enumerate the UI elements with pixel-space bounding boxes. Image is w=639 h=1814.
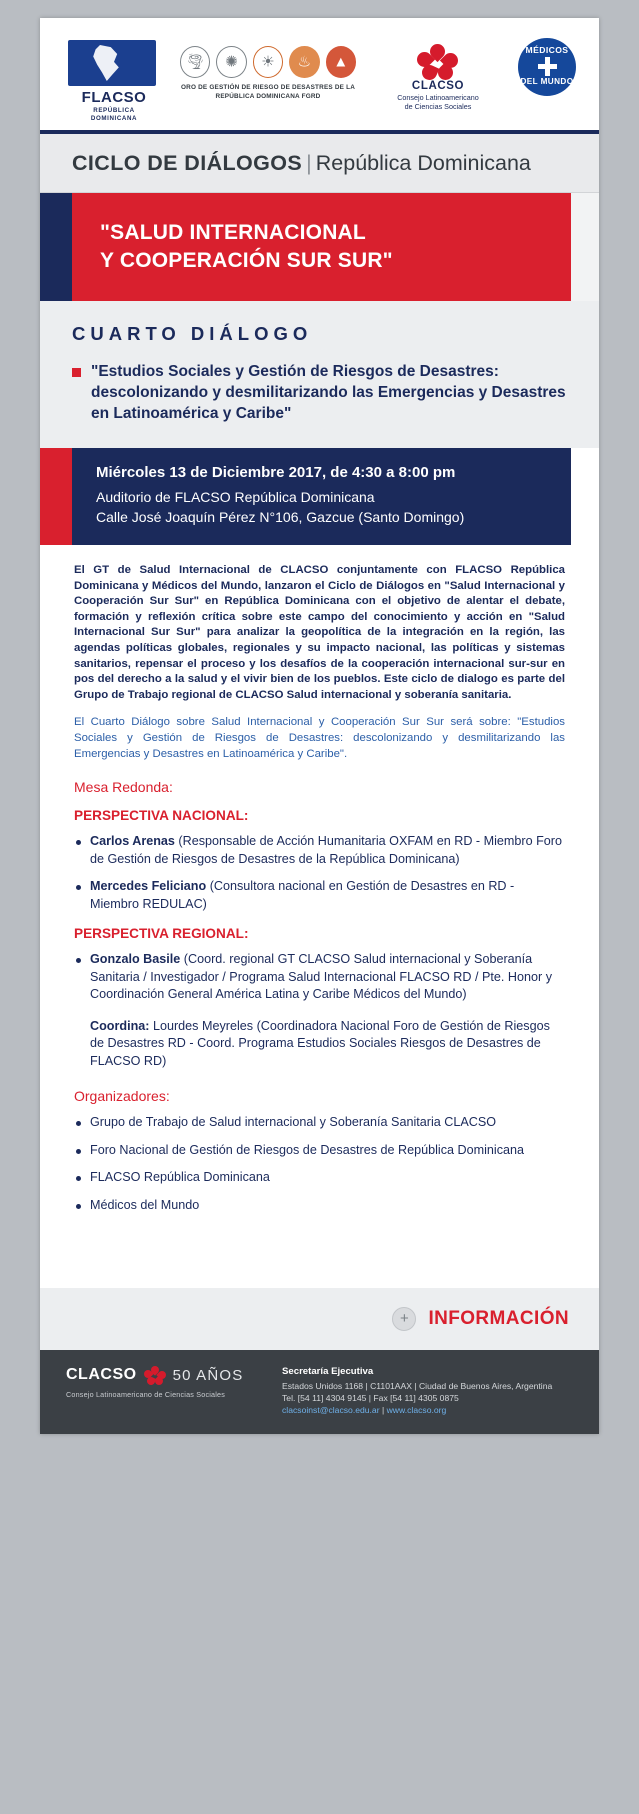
speaker-name: Mercedes Feliciano xyxy=(90,879,207,894)
ciclo-title-bar xyxy=(40,134,599,193)
speaker-name: Carlos Arenas xyxy=(90,834,175,849)
organizadores-label: Organizadores: xyxy=(74,1088,170,1105)
intro-paragraph: El GT de Salud Internacional de CLACSO conjuntamente con FLACSO República Dominicana y Médicos del Mundo, lanzaron el Ciclo de Diálogos en "Salud Internacional y Cooperación Sur Sur" en República Dominicana con el objetivo de alentar el debate, formación y reflexión crítica sobre este campo del conocimiento y acción en "Salud Internacional Sur Sur" para analizar la geopolítica de la integración en la región, las agendas políticas globales, regionales y su impacto nacional, las políticas y sistemas sanitarios, repensar el proceso y los desafíos de la cooperación internacional sur-sur en pos del derecho a la salud y el vivir bien de los pueblos. Este ciclo de dialogo es parte del Grupo de Trabajo regional de CLACSO Salud internacional y soberanía sanitaria. xyxy=(74,564,565,701)
list-item: Médicos del Mundo xyxy=(74,1197,565,1215)
organizadores-list xyxy=(74,1114,565,1222)
main-banner xyxy=(40,193,599,301)
event-details xyxy=(40,448,599,545)
event-right-pad xyxy=(571,448,599,545)
footer-contact-separator: | xyxy=(379,1405,387,1416)
regional-list xyxy=(74,951,565,1004)
fgrd-icon-row xyxy=(180,46,356,78)
fgrd-logo xyxy=(180,46,356,101)
banner-navy-accent xyxy=(40,193,72,301)
logo-bar xyxy=(40,18,599,134)
plus-icon[interactable]: + xyxy=(392,1307,416,1331)
dialogo-heading: CUARTO DIÁLOGO xyxy=(72,323,313,344)
footer-address: Estados Unidos 1168 | C1101AAX | Ciudad de Buenos Aires, Argentina xyxy=(282,1381,553,1392)
medical-cross-icon xyxy=(538,57,557,76)
footer-years: 50 AÑOS xyxy=(172,1366,244,1384)
list-item xyxy=(74,878,565,913)
mesa-redonda-label: Mesa Redonda: xyxy=(74,779,173,796)
speaker-detail: (Consultora nacional en Gestión de Desastres en RD - Miembro REDULAC) xyxy=(90,879,515,911)
clacso-logo xyxy=(370,44,506,111)
banner-line-2: Y COOPERACIÓN SUR SUR" xyxy=(100,249,393,272)
speaker-detail: (Coord. regional GT CLACSO Salud internacional y Soberanía Sanitaria / Investigador / Programa Salud Internacional FLACSO RD / Pte. Honor y Coordinación General América Latina y Caribe Médicos del Mundo) xyxy=(90,952,552,1002)
dialogo-section xyxy=(40,301,599,448)
square-bullet-icon xyxy=(72,368,81,377)
footer-secretaria-title: Secretaría Ejecutiva xyxy=(282,1366,374,1378)
perspectiva-regional-label: PERSPECTIVA REGIONAL: xyxy=(74,926,249,942)
coordina-detail: Lourdes Meyreles (Coordinadora Nacional Foro de Gestión de Riesgos de Desastres RD - Coord. Programa Estudios Sociales Riesgos de Desastres de FLACSO RD) xyxy=(90,1018,550,1068)
footer-email[interactable]: clacsoinst@clacso.edu.ar xyxy=(282,1405,380,1416)
footer-clacso-word: CLACSO xyxy=(66,1366,137,1384)
perspectiva-nacional-label: PERSPECTIVA NACIONAL: xyxy=(74,808,249,824)
footer-contact-block xyxy=(276,1366,599,1416)
banner-text xyxy=(72,193,571,301)
coordina-label: Coordina: xyxy=(90,1018,150,1033)
flacso-logo-sub: REPÚBLICA DOMINICANA xyxy=(90,107,138,122)
footer-brand xyxy=(66,1366,276,1384)
informacion-bar[interactable] xyxy=(40,1288,599,1350)
footer-website[interactable]: www.clacso.org xyxy=(386,1405,447,1416)
hurricane-icon: 🌪 xyxy=(180,46,210,78)
clacso-flower-icon xyxy=(144,1366,166,1384)
event-date: Miércoles 13 de Diciembre 2017, de 4:30 a 8:00 pm xyxy=(96,464,456,481)
list-item: Foro Nacional de Gestión de Riesgos de Desastres de República Dominicana xyxy=(74,1142,565,1160)
dialogo-subject: "Estudios Sociales y Gestión de Riesgos de Desastres: descolonizando y desmilitarizando las Emergencias y Desastres en Latinoamérica y Caribe" xyxy=(91,363,566,422)
drop-icon: ♨ xyxy=(289,46,319,78)
virus-icon: ✺ xyxy=(216,46,246,78)
banner-line-1: "SALUD INTERNACIONAL xyxy=(100,221,366,244)
flacso-logo xyxy=(68,40,160,123)
body-content xyxy=(40,545,599,1228)
banner-right-pad xyxy=(571,193,599,301)
list-item xyxy=(74,833,565,868)
clacso-logo-word: CLACSO xyxy=(411,80,465,92)
speaker-name: Gonzalo Basile xyxy=(90,952,181,967)
speaker-detail: (Responsable de Acción Humanitaria OXFAM en RD - Miembro Foro de Gestión de Riesgos de Desastres de la República Dominicana) xyxy=(90,834,562,866)
flame-icon: ▲ xyxy=(326,46,356,78)
list-item: Grupo de Trabajo de Salud internacional y Soberanía Sanitaria CLACSO xyxy=(74,1114,565,1132)
coordina-row xyxy=(74,1018,565,1071)
fgrd-logo-text: ORO DE GESTIÓN DE RIESGO DE DESASTRES DE LA REPÚBLICA DOMINICANA FGRD xyxy=(180,84,356,100)
footer-phones: Tel. [54 11] 4304 9145 | Fax [54 11] 4305 0875 xyxy=(282,1393,459,1404)
dialogo-subject-row xyxy=(40,345,599,444)
footer xyxy=(40,1350,599,1434)
poster-card xyxy=(40,18,599,1434)
clacso-logo-sub: Consejo Latinoamericano de Ciencias Sociales xyxy=(397,93,479,111)
event-address: Calle José Joaquín Pérez N°106, Gazcue (Santo Domingo) xyxy=(96,509,465,525)
medicos-del-mundo-logo xyxy=(518,38,576,96)
poster-sheet xyxy=(20,18,619,1434)
footer-contacts xyxy=(282,1404,599,1416)
fourth-dialogue-paragraph: El Cuarto Diálogo sobre Salud Internacional y Cooperación Sur Sur será sobre: "Estudios Sociales y Gestión de Riesgos de Desastres: descolonizando y desmilitarizando las Emergencias y Desastres en Latinoamérica y Caribe". xyxy=(74,716,565,760)
footer-brand-block xyxy=(40,1366,276,1416)
mdm-line2: DEL MUNDO xyxy=(520,77,574,86)
clacso-flower-icon xyxy=(416,44,460,78)
ciclo-separator: | xyxy=(306,151,312,175)
nacional-list xyxy=(74,833,565,913)
list-item xyxy=(74,951,565,1004)
mdm-line1: MÉDICOS xyxy=(525,45,569,55)
informacion-label[interactable]: INFORMACIÓN xyxy=(428,1308,569,1330)
ciclo-title-country: República Dominicana xyxy=(315,151,531,175)
sun-icon: ☀ xyxy=(253,46,283,78)
event-box xyxy=(72,448,571,545)
footer-tagline: Consejo Latinoamericano de Ciencias Sociales xyxy=(66,1390,226,1400)
bottom-spacer xyxy=(40,1228,599,1288)
event-red-accent xyxy=(40,448,72,545)
event-venue: Auditorio de FLACSO República Dominicana xyxy=(96,489,375,505)
ciclo-title-bold: CICLO DE DIÁLOGOS xyxy=(72,151,303,175)
flacso-map-icon xyxy=(68,40,156,86)
list-item: FLACSO República Dominicana xyxy=(74,1169,565,1187)
flacso-logo-name: FLACSO xyxy=(81,89,147,106)
